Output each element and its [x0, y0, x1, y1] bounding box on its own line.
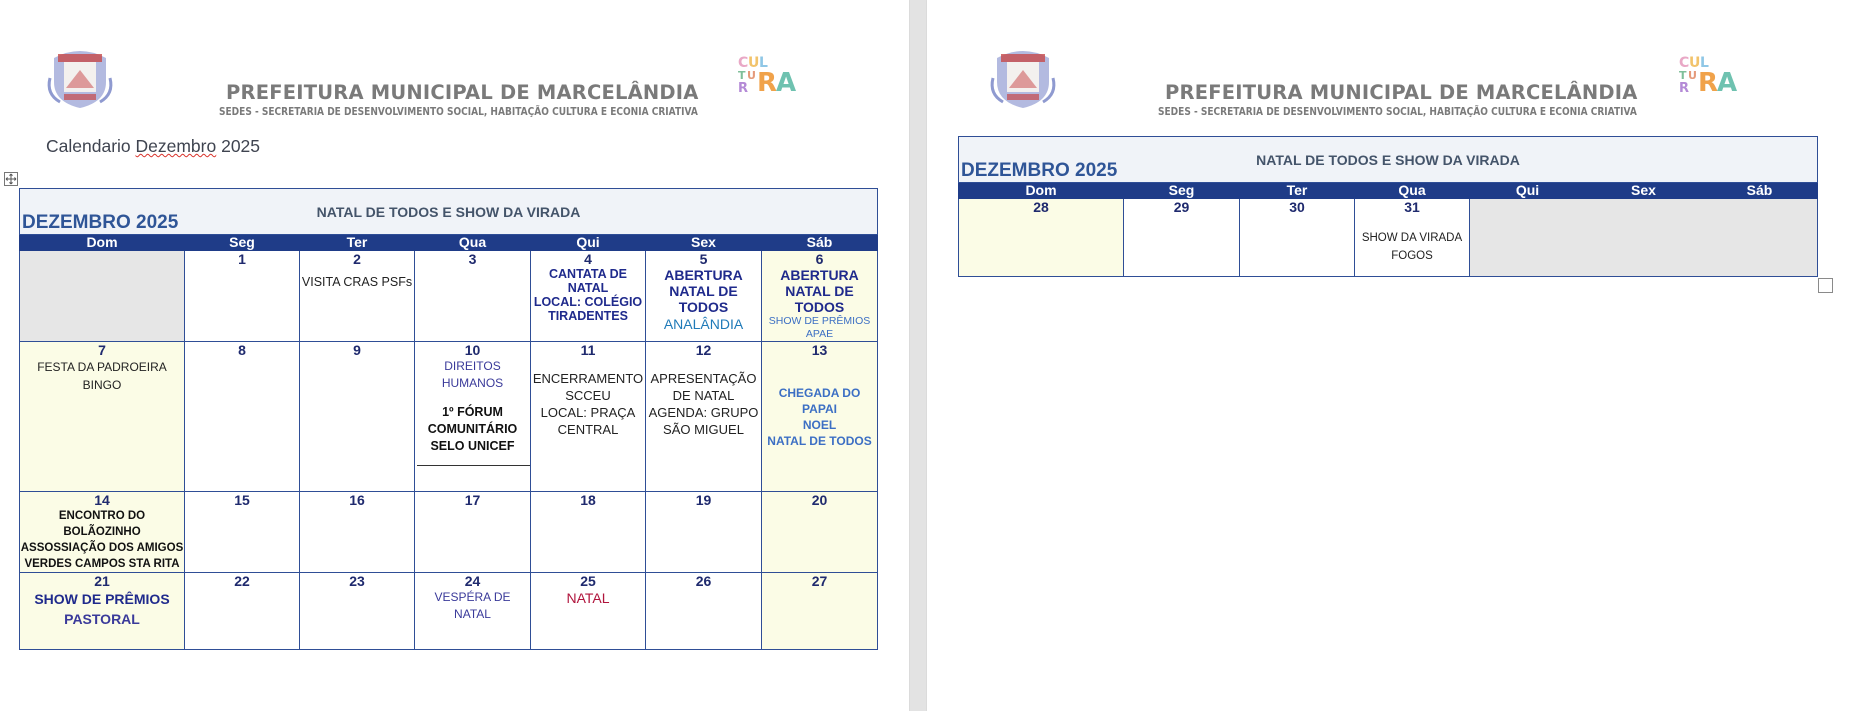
- day-cell-25: 25 NATAL: [531, 573, 646, 650]
- weekday-sun: Dom: [20, 235, 185, 251]
- municipal-crest-logo: [987, 48, 1059, 110]
- svg-text:T: T: [738, 69, 746, 82]
- event-d6-line4: APAE: [805, 328, 834, 340]
- event-title: NATAL DE TODOS E SHOW DA VIRADA: [1256, 152, 1520, 168]
- horizontal-rule: [417, 465, 530, 466]
- weekday-tue: Ter: [1240, 183, 1355, 199]
- event-d12-line2: DE NATAL: [672, 388, 735, 403]
- day-cell-5: 5 ABERTURA NATAL DE TODOS ANALÂNDIA: [646, 251, 762, 342]
- event-d25: NATAL: [566, 590, 610, 606]
- day-cell-18: 18: [531, 492, 646, 573]
- empty-day-cell: [20, 251, 185, 342]
- calendar-label: Calendario Dezembro 2025: [46, 136, 261, 156]
- weekday-sun: Dom: [959, 183, 1124, 199]
- weekday-sat: Sáb: [762, 235, 878, 251]
- event-d5-line3: ANALÂNDIA: [663, 316, 744, 332]
- event-d10-line3: COMUNITÁRIO: [427, 422, 518, 436]
- day-cell-26: 26: [646, 573, 762, 650]
- event-d4-line4: TIRADENTES: [548, 309, 628, 323]
- event-d31-line2: FOGOS: [1391, 250, 1433, 262]
- weekday-tue: Ter: [300, 235, 415, 251]
- event-d7-line1: FESTA DA PADROEIRA: [37, 360, 167, 374]
- svg-text:T: T: [1679, 69, 1687, 82]
- svg-text:C: C: [738, 55, 749, 71]
- weekday-header-row: [959, 183, 1818, 199]
- weekday-mon: Seg: [1124, 183, 1240, 199]
- weekday-mon: Seg: [185, 235, 300, 251]
- event-d11-line3: LOCAL: PRAÇA: [540, 405, 636, 420]
- svg-text:U: U: [748, 55, 760, 71]
- header-subtitle: SEDES - SECRETARIA DE DESENVOLVIMENTO SOCIAL, HABITAÇÃO CULTURA E ECONIA CRIATIVA: [1158, 106, 1637, 118]
- svg-text:R: R: [1698, 68, 1719, 98]
- header-title: PREFEITURA MUNICIPAL DE MARCELÂNDIA: [226, 81, 699, 104]
- event-d4-line3: LOCAL: COLÉGIO: [533, 295, 643, 309]
- document-page-2: [927, 0, 1850, 711]
- municipal-crest-logo: [44, 48, 116, 110]
- table-move-handle-icon[interactable]: [4, 172, 18, 186]
- header-title: PREFEITURA MUNICIPAL DE MARCELÂNDIA: [1165, 81, 1638, 104]
- svg-text:C: C: [1679, 55, 1690, 71]
- event-d4-line2: NATAL: [567, 281, 609, 295]
- day-cell-21: 21 SHOW DE PRÊMIOS PASTORAL: [20, 573, 185, 650]
- week-row-5: [959, 199, 1818, 277]
- day-cell-4: 4 CANTATA DE NATAL LOCAL: COLÉGIO TIRADENTES: [531, 251, 646, 342]
- day-cell-11: 11 ENCERRAMENTO SCCEU LOCAL: PRAÇA CENTRAL: [531, 342, 646, 492]
- week-row-2: [20, 342, 878, 492]
- event-d13-line2: NOEL: [802, 418, 837, 432]
- event-d12-line4: SÃO MIGUEL: [663, 422, 744, 437]
- month-title: DEZEMBRO 2025: [22, 212, 179, 233]
- week-row-3: [20, 492, 878, 573]
- event-d2: VISITA CRAS PSFs: [301, 275, 413, 289]
- event-d31-line1: SHOW DA VIRADA: [1361, 232, 1463, 244]
- event-d4-line1: CANTATA DE: [549, 267, 627, 281]
- calendar-table-continued: [958, 136, 1818, 277]
- event-d24: VESPÉRA DE NATAL: [434, 590, 511, 621]
- header-subtitle: SEDES - SECRETARIA DE DESENVOLVIMENTO SOCIAL, HABITAÇÃO CULTURA E ECONIA CRIATIVA: [219, 106, 698, 118]
- event-title: NATAL DE TODOS E SHOW DA VIRADA: [316, 204, 581, 220]
- day-cell-20: 20: [762, 492, 878, 573]
- cultura-logo: [737, 52, 797, 98]
- svg-text:U: U: [1688, 69, 1697, 82]
- event-d11-line1: ENCERRAMENTO: [532, 371, 644, 386]
- svg-text:R: R: [757, 68, 778, 98]
- day-cell-7: 7 FESTA DA PADROEIRA BINGO: [20, 342, 185, 492]
- day-cell-19: 19: [646, 492, 762, 573]
- event-d14-line1: ENCONTRO DO BOLÃOZINHO: [58, 510, 146, 538]
- svg-text:L: L: [759, 55, 768, 71]
- day-cell-16: 16: [300, 492, 415, 573]
- svg-text:U: U: [1689, 55, 1701, 71]
- day-cell-9: 9: [300, 342, 415, 492]
- day-cell-1: 1: [185, 251, 300, 342]
- svg-text:R: R: [1679, 81, 1690, 96]
- day-cell-28: 28: [959, 199, 1124, 277]
- event-d10-line4: SELO UNICEF: [430, 439, 515, 453]
- month-title: DEZEMBRO 2025: [961, 160, 1118, 181]
- calendar-table: [19, 188, 878, 650]
- weekday-fri: Sex: [1586, 183, 1702, 199]
- svg-text:A: A: [1717, 68, 1738, 98]
- day-cell-3: 3: [415, 251, 531, 342]
- event-d14-line2: ASSOSSIAÇÃO DOS AMIGOS: [20, 542, 184, 554]
- day-cell-6: 6 ABERTURA NATAL DE TODOS SHOW DE PRÊMIOS APAE: [762, 251, 878, 342]
- weekday-wed: Qua: [1355, 183, 1470, 199]
- document-page-1: [0, 0, 909, 711]
- event-d6-line3: SHOW DE PRÊMIOS: [768, 315, 871, 327]
- event-d12-line1: APRESENTAÇÃO: [650, 371, 757, 386]
- table-resize-handle[interactable]: [1818, 278, 1833, 293]
- event-d11-line2: SCCEU: [565, 388, 611, 403]
- day-cell-17: 17: [415, 492, 531, 573]
- svg-text:U: U: [747, 69, 756, 82]
- week-row-4: [20, 573, 878, 650]
- weekday-thu: Qui: [531, 235, 646, 251]
- event-d13-line3: NATAL DE TODOS: [767, 434, 872, 448]
- event-d5-line2: NATAL DE TODOS: [669, 283, 738, 315]
- weekday-fri: Sex: [646, 235, 762, 251]
- day-cell-8: 8: [185, 342, 300, 492]
- event-d21-line1: SHOW DE PRÊMIOS: [34, 591, 170, 607]
- calendar-title-row: [959, 137, 1818, 183]
- weekday-wed: Qua: [415, 235, 531, 251]
- event-d10-line2: 1º FÓRUM: [442, 405, 503, 419]
- calendar-title-row: [20, 189, 878, 235]
- event-d11-line4: CENTRAL: [557, 422, 619, 437]
- day-cell-29: 29: [1124, 199, 1240, 277]
- day-cell-30: 30: [1240, 199, 1355, 277]
- event-d13-line1: CHEGADA DO PAPAI: [778, 386, 861, 416]
- day-cell-22: 22: [185, 573, 300, 650]
- event-d21-line2: PASTORAL: [64, 611, 140, 627]
- event-d6-line1: ABERTURA: [780, 267, 859, 283]
- weekday-header-row: [20, 235, 878, 251]
- day-cell-2: 2 VISITA CRAS PSFs: [300, 251, 415, 342]
- event-d14-line3: VERDES CAMPOS STA RITA: [24, 558, 180, 570]
- event-d10-line1: DIREITOS HUMANOS: [441, 359, 504, 390]
- cultura-logo: [1678, 52, 1738, 98]
- day-cell-15: 15: [185, 492, 300, 573]
- day-cell-12: 12 APRESENTAÇÃO DE NATAL AGENDA: GRUPO SÃO MIGUEL: [646, 342, 762, 492]
- day-cell-31: 31 SHOW DA VIRADA FOGOS: [1355, 199, 1470, 277]
- svg-text:L: L: [1700, 55, 1709, 71]
- event-d12-line3: AGENDA: GRUPO: [648, 405, 759, 420]
- day-cell-14: 14 ENCONTRO DO BOLÃOZINHO ASSOSSIAÇÃO DOS AMIGOS VERDES CAMPOS STA RITA: [20, 492, 185, 573]
- day-cell-24: 24 VESPÉRA DE NATAL: [415, 573, 531, 650]
- spellcheck-word: Dezembro: [135, 136, 217, 156]
- event-d7-line2: BINGO: [82, 378, 122, 392]
- day-cell-23: 23: [300, 573, 415, 650]
- weekday-sat: Sáb: [1702, 183, 1818, 199]
- day-cell-27: 27: [762, 573, 878, 650]
- event-d5-line1: ABERTURA: [664, 267, 743, 283]
- day-cell-13: 13 CHEGADA DO PAPAI NOEL NATAL DE TODOS: [762, 342, 878, 492]
- svg-text:A: A: [776, 68, 797, 98]
- empty-day-cells: [1470, 199, 1818, 277]
- week-row-1: [20, 251, 878, 342]
- weekday-thu: Qui: [1470, 183, 1586, 199]
- day-cell-10: 10 DIREITOS HUMANOS 1º FÓRUM COMUNITÁRIO SELO UNICEF: [415, 342, 531, 492]
- event-d6-line2: NATAL DE TODOS: [785, 283, 854, 315]
- svg-text:R: R: [738, 81, 749, 96]
